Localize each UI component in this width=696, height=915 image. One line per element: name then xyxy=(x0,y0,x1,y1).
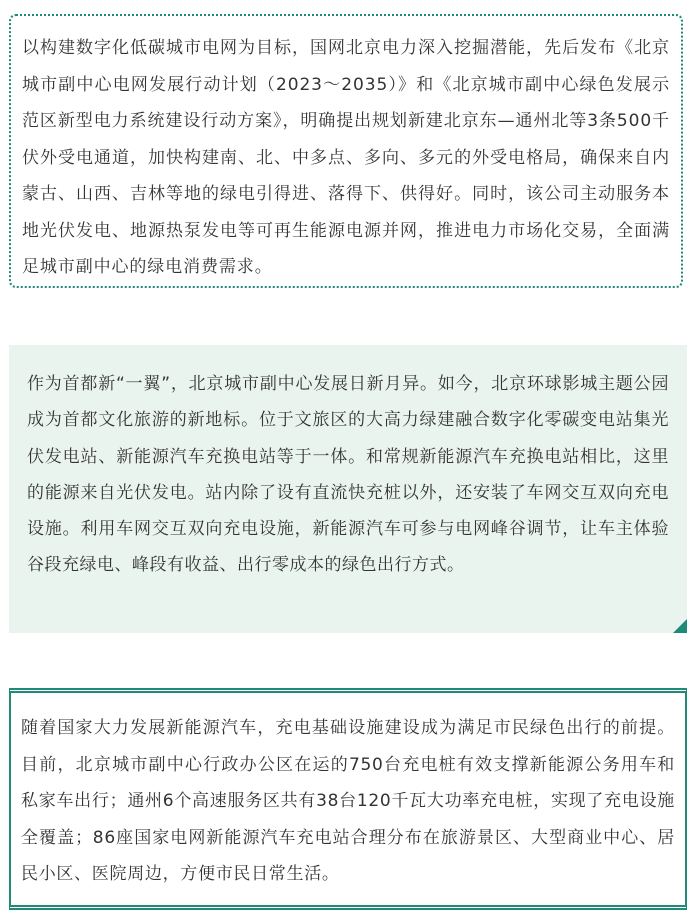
paragraph-grid-construction: 以构建数字化低碳城市电网为目标，国网北京电力深入挖掘潜能，先后发布《北京城市副中心电网发展行动计划（2023～2035）》和《北京城市副中心绿色发展示范区新型电力系统建设行动方案》，明确提出规划新建北京东—通州北等3条500千伏外受电通道，加快构建南、北、中多点、多向、多元的外受电格局，确保来自内蒙古、山西、吉林等地的绿电引得进、落得下、供得好。同时，该公司主动服务本地光伏发电、地源热泵发电等可再生能源电源并网，推进电力市场化交易，全面满足城市副中心的绿电消费需求。 xyxy=(22,38,670,277)
paragraph-charging-infrastructure: 随着国家大力发展新能源汽车，充电基础设施建设成为满足市民绿色出行的前提。目前，北京城市副中心行政办公区在运的750台充电桩有效支撑新能源公务用车和私家车出行；通州6个高速服务区共有38台120千瓦大功率充电桩，实现了充电设施全覆盖；86座国家电网新能源汽车充电站合理分布在旅游景区、大型商业中心、居民小区、医院周边，方便市民日常生活。 xyxy=(21,718,675,884)
shaded-text-box xyxy=(9,345,687,633)
corner-triangle-icon xyxy=(673,619,687,633)
double-border-text-box xyxy=(9,688,687,910)
paragraph-sub-center-development: 作为首都新“一翼”，北京城市副中心发展日新月异。如今，北京环球影城主题公园成为首都文化旅游的新地标。位于文旅区的大高力绿建融合数字化零碳变电站集光伏发电站、新能源汽车充换电站等于一体。和常规新能源汽车充换电站相比，这里的能源来自光伏发电。站内除了设有直流快充桩以外，还安装了车网交互双向充电设施。利用车网交互双向充电设施，新能源汽车可参与电网峰谷调节，让车主体验谷段充绿电、峰段有收益、出行零成本的绿色出行方式。 xyxy=(27,374,669,576)
dotted-text-box xyxy=(9,14,683,288)
